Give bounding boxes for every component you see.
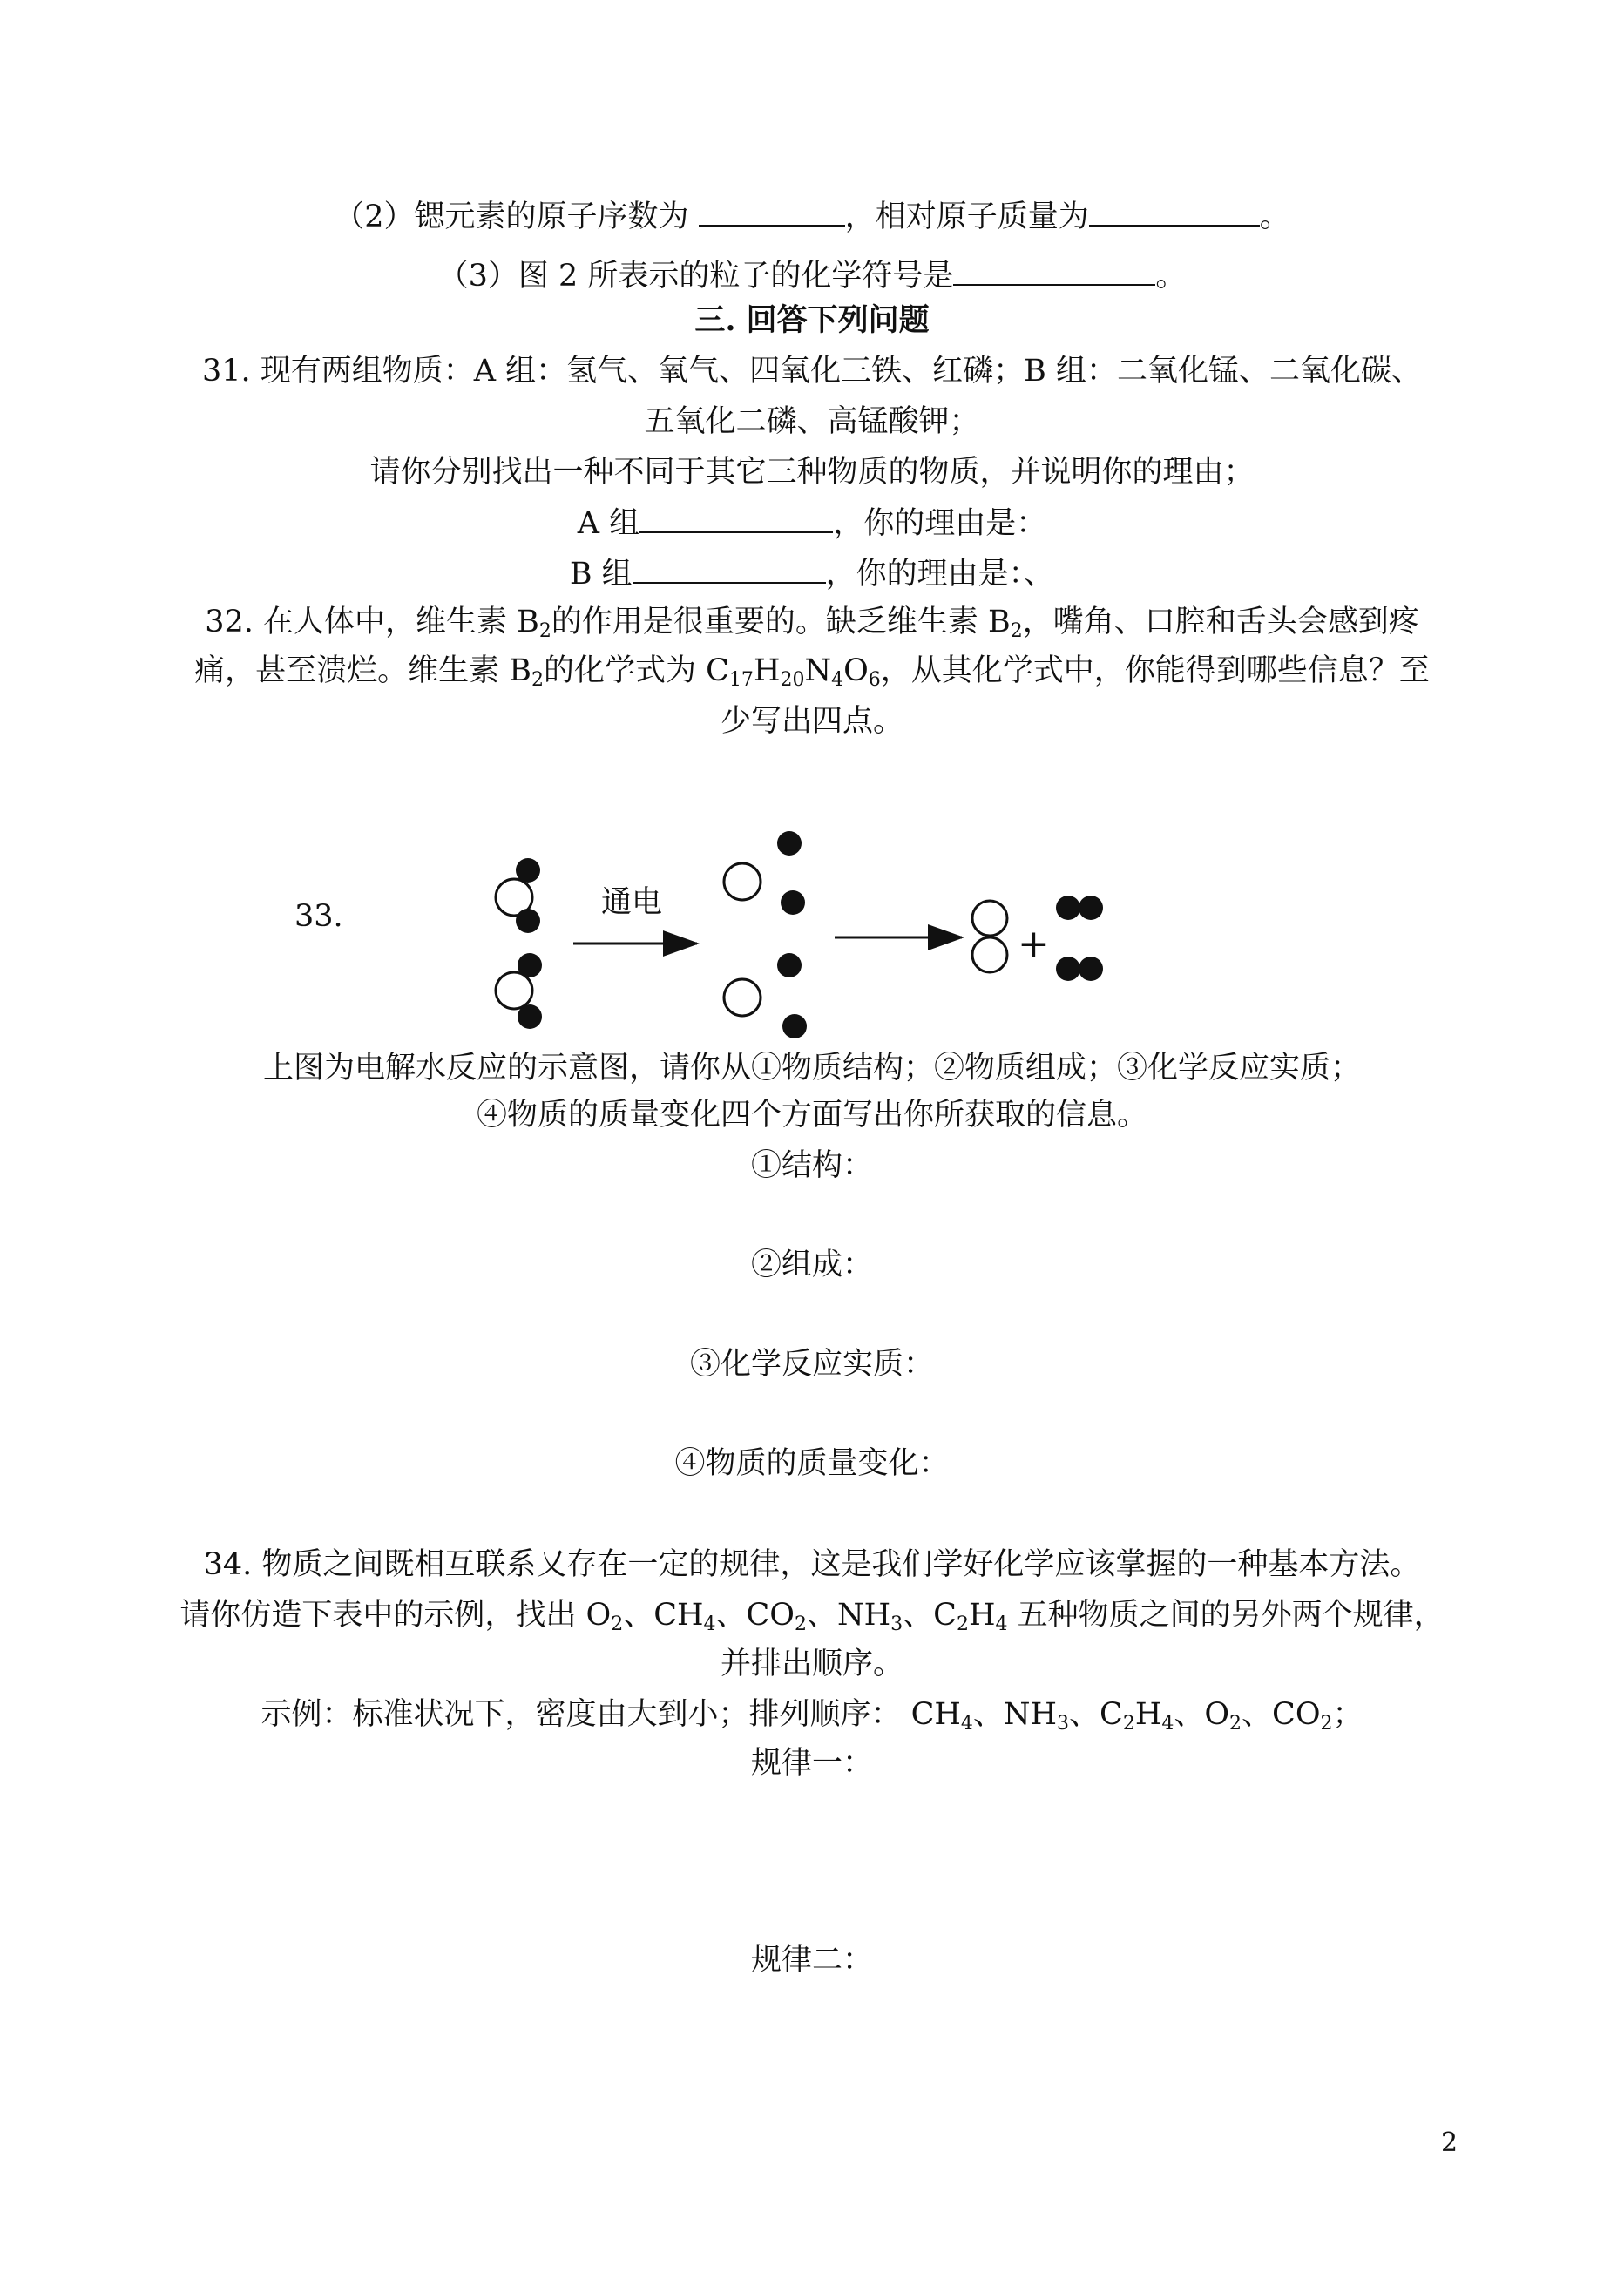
hydrogen-molecule-atom xyxy=(1079,896,1103,920)
q33-item-structure: ①结构： xyxy=(750,1148,873,1183)
hydrogen-atom xyxy=(781,890,805,915)
q33-desc-2: ④物质的质量变化四个方面写出你所获取的信息。 xyxy=(476,1098,1147,1133)
q32-line-1: 32. 在人体中，维生素 $B_2$的作用是很重要的。缺乏维生素 $B_2$，嘴角、口腔和舌头会感到疼 xyxy=(205,605,1419,642)
q31-line-1: 31. 现有两组物质：A 组：氢气、氧气、四氧化三铁、红磷；B 组：二氧化锰、二氧化碳、 xyxy=(201,354,1423,389)
q32-line-2: 痛，甚至溃烂。维生素 $B_2$的化学式为 $C_{17}H_{20}N_4O_6$，从其化学式中，你能得到哪些信息？至 xyxy=(194,653,1430,691)
q34-line-3: 并排出顺序。 xyxy=(720,1647,903,1681)
q33-desc-1: 上图为电解水反应的示意图，请你从①物质结构；②物质组成；③化学反应实质； xyxy=(262,1051,1361,1086)
hydrogen-atom xyxy=(777,953,802,977)
q34-rule-1: 规律一： xyxy=(750,1746,873,1781)
hydrogen-molecule-atom xyxy=(1056,896,1080,920)
q31-group-b: B 组 ，你的理由是：、 xyxy=(0,552,1624,595)
plus-sign: + xyxy=(1018,922,1050,966)
hydrogen-atom xyxy=(516,909,540,933)
hydrogen-atom xyxy=(777,831,802,856)
q31-group-a: A 组 ，你的理由是： xyxy=(0,502,1624,545)
q33-number: 33. xyxy=(294,899,343,934)
hydrogen-atom xyxy=(518,953,542,977)
hydrogen-molecule-atom xyxy=(1079,957,1103,981)
hydrogen-atom xyxy=(782,1014,807,1038)
q30-line-2: （2）锶元素的原子序数为 ，相对原子质量为 。 xyxy=(0,195,1624,238)
arrow-label-electrolysis: 通电 xyxy=(601,885,663,920)
oxygen-molecule-atom xyxy=(972,901,1007,936)
page-number: 2 xyxy=(1441,2127,1458,2158)
oxygen-molecule-atom xyxy=(972,937,1007,972)
q34-line-2: 请你仿造下表中的示例，找出 $O_2$、$CH_4$、$CO_2$、$NH_3$、$C_2H_4$ 五种物质之间的另外两个规律， xyxy=(179,1598,1445,1635)
q33-item-reaction-essence: ③化学反应实质： xyxy=(689,1347,934,1382)
oxygen-atom xyxy=(496,972,532,1009)
hydrogen-atom xyxy=(516,858,540,883)
q33-item-mass-change: ④物质的质量变化： xyxy=(674,1446,950,1481)
q31-line-3: 请你分别找出一种不同于其它三种物质的物质，并说明你的理由； xyxy=(369,455,1255,490)
q34-rule-2: 规律二： xyxy=(750,1943,873,1978)
q34-line-1: 34. 物质之间既相互联系又存在一定的规律，这是我们学好化学应该掌握的一种基本方法。 xyxy=(203,1547,1421,1582)
q33-item-composition: ②组成： xyxy=(750,1248,873,1282)
section-title: 三. 回答下列问题 xyxy=(694,302,930,338)
oxygen-atom xyxy=(724,979,761,1016)
hydrogen-molecule-atom xyxy=(1056,957,1080,981)
q34-example: 示例：标准状况下，密度由大到小；排列顺序： $CH_4$、$NH_3$、$C_2H_4$、$O_2$、$CO_2$； xyxy=(261,1697,1363,1735)
oxygen-atom xyxy=(724,863,761,900)
q30-line-3: （3）图 2 所表示的粒子的化学符号是 。 xyxy=(0,254,1624,297)
q32-line-3: 少写出四点。 xyxy=(720,704,903,739)
hydrogen-atom xyxy=(518,1004,542,1029)
q31-line-2: 五氧化二磷、高锰酸钾； xyxy=(644,404,980,439)
